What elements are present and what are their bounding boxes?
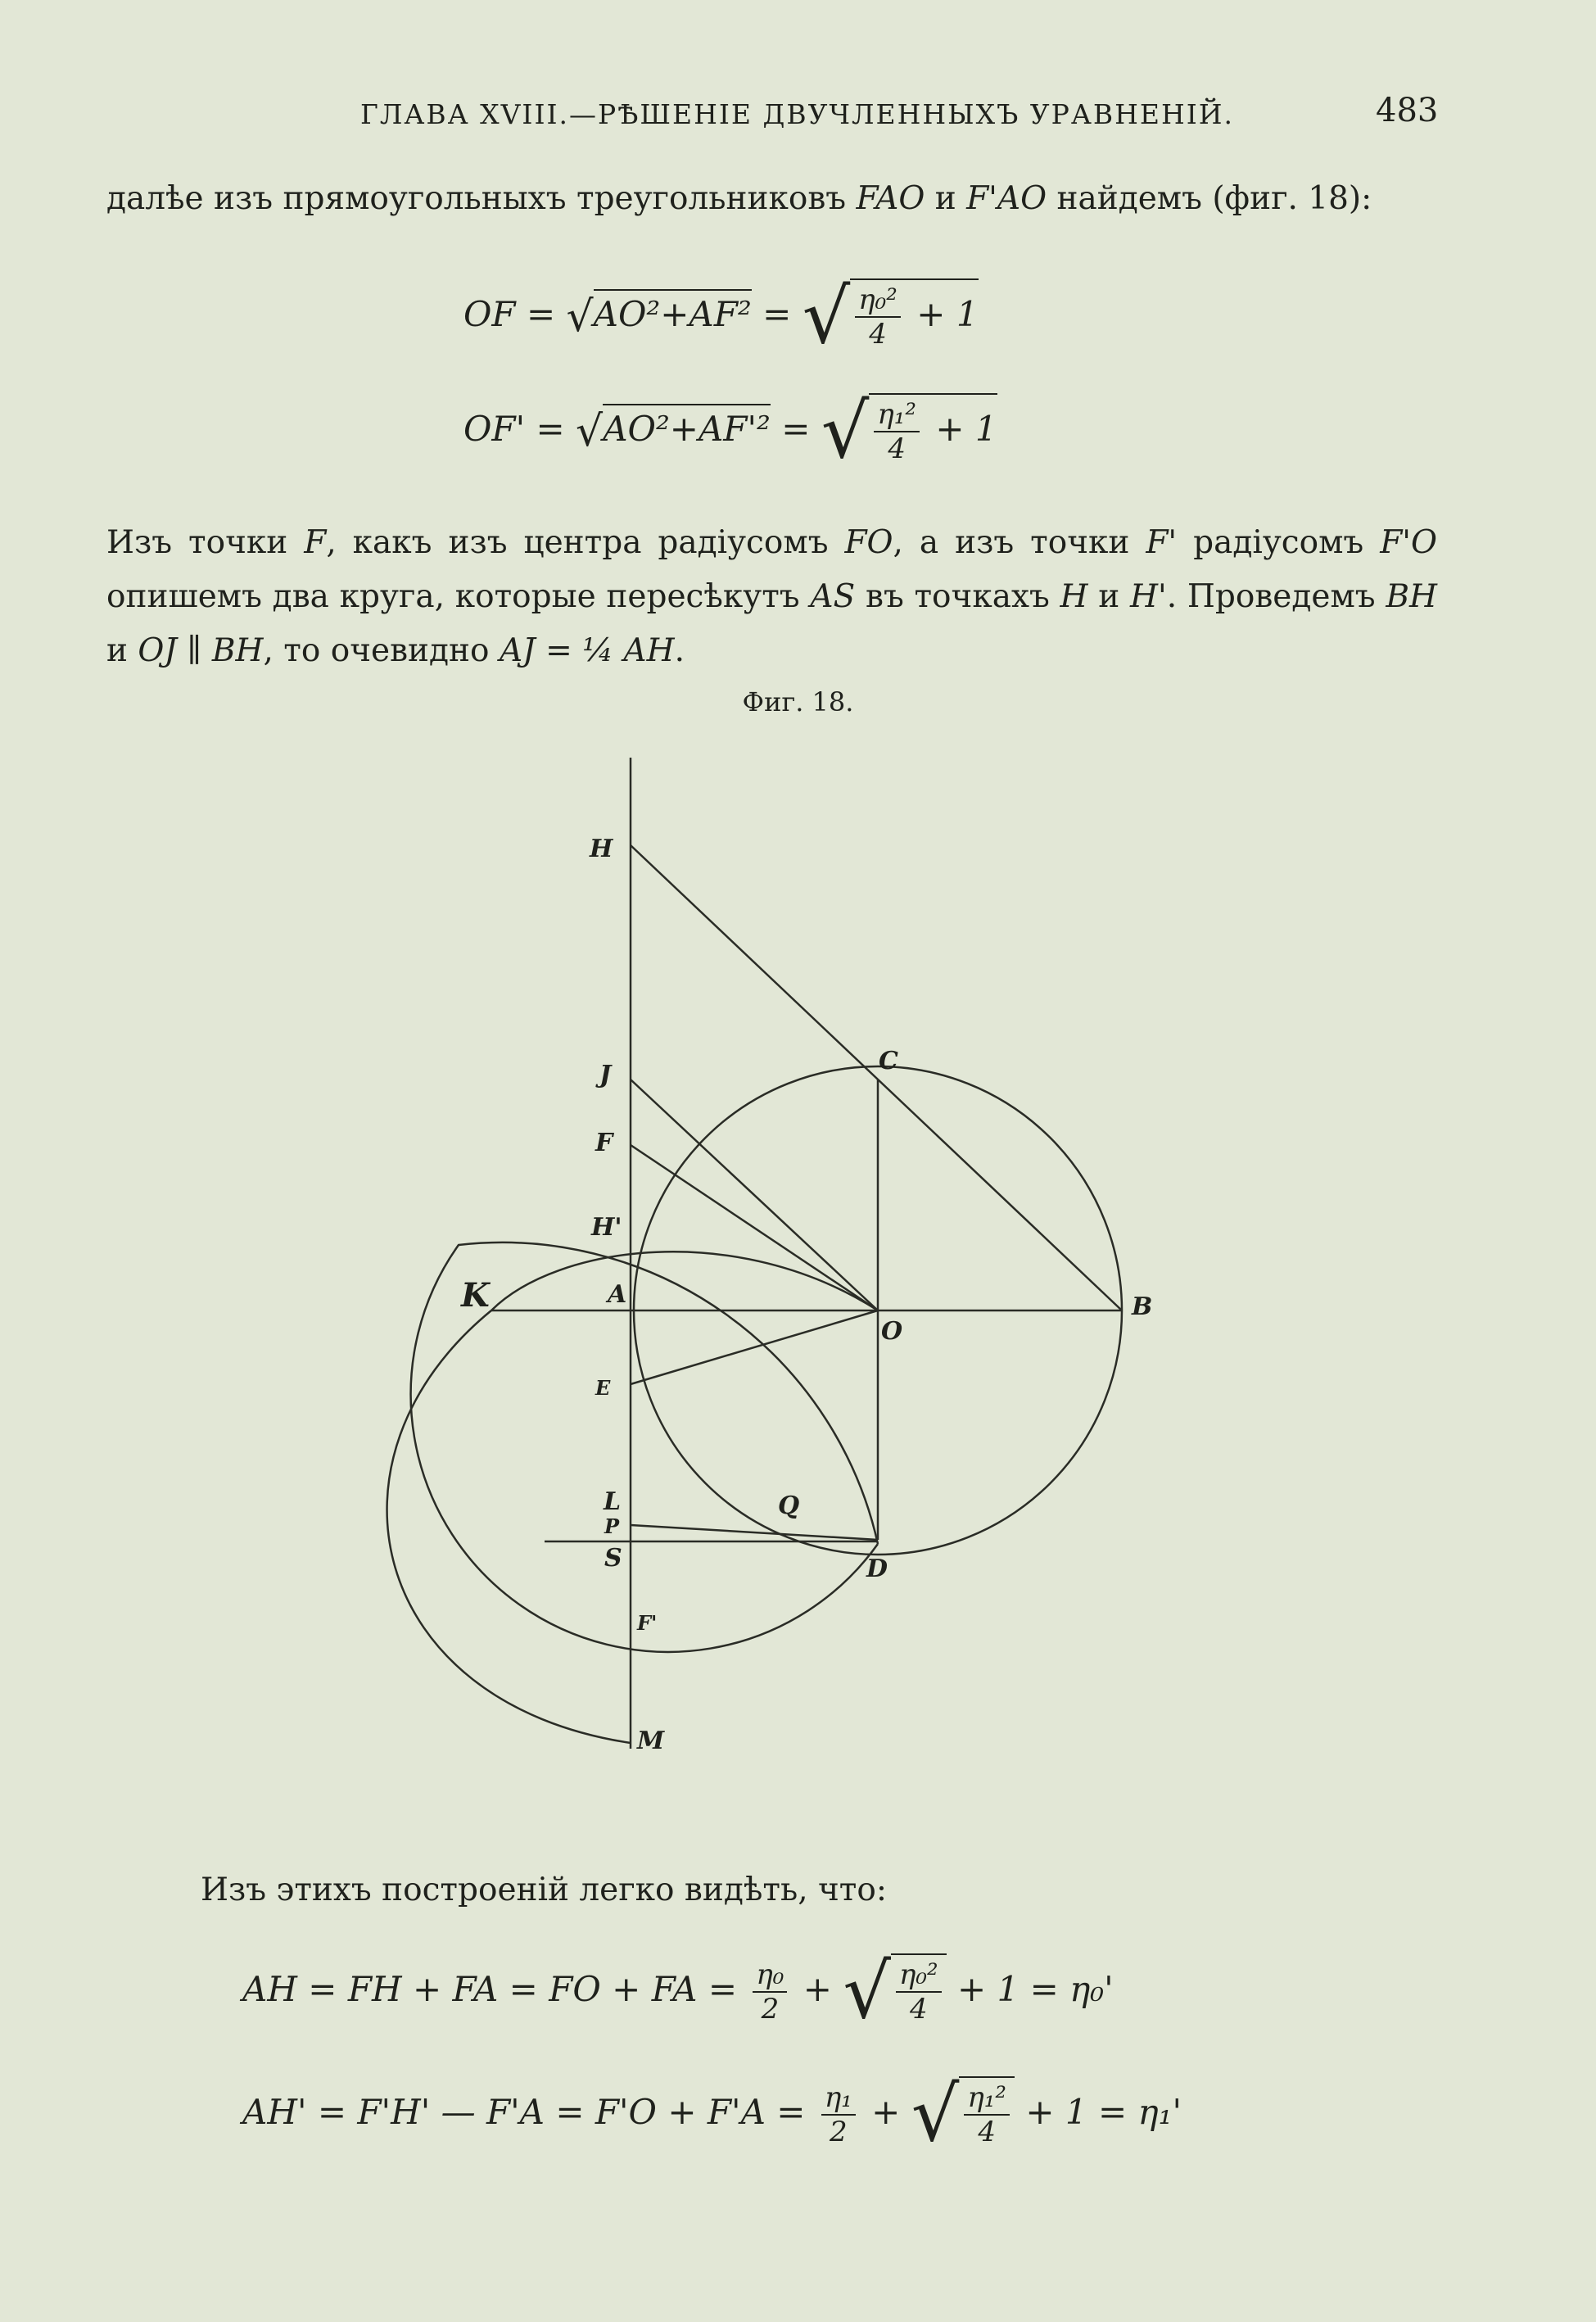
plus-one: + 1 [935, 409, 997, 449]
frac-num: η₁ [821, 2081, 856, 2116]
label-b: B [1132, 1292, 1153, 1321]
radical-icon: √ [576, 407, 604, 456]
formula-lhs: OF [463, 294, 516, 334]
formula-eq: = [526, 294, 556, 334]
label-a: A [608, 1280, 627, 1309]
text: найдемъ (фиг. 18): [1056, 180, 1372, 217]
formula-eq: = [781, 409, 811, 449]
frac-num: η₁² [964, 2081, 1010, 2116]
radical-icon: √ [566, 292, 594, 342]
text: , а изъ точки [893, 524, 1130, 561]
math-hp: H' [1129, 578, 1167, 615]
text: и [934, 180, 956, 217]
formula-lhs: AH' = F'H' — F'A = F'O + F'A = [242, 2092, 806, 2132]
arc-hp [491, 1252, 878, 1310]
frac-den: 4 [978, 2116, 996, 2148]
label-m: M [637, 1727, 665, 1755]
text: и [1098, 578, 1120, 615]
frac-den: 4 [888, 432, 907, 465]
page-number: 483 [1376, 92, 1439, 129]
math-as: AS [810, 578, 856, 615]
math-bh: BH [1386, 578, 1437, 615]
running-head: ГЛАВА XVIII.—РѢШЕНІЕ ДВУЧЛЕННЫХЪ УРАВНЕНІЙ. [360, 98, 1235, 130]
label-l: L [604, 1487, 622, 1516]
label-hp: H' [591, 1213, 622, 1242]
radicand: AO²+AF² [594, 289, 752, 334]
label-o: O [881, 1317, 903, 1346]
text: далѣе изъ прямоугольныхъ треугольниковъ [106, 180, 847, 217]
frac-num: η₀² [855, 283, 901, 318]
line-hb [631, 845, 1122, 1310]
frac-den: 4 [869, 318, 887, 351]
math-fpo: F'O [1380, 524, 1437, 561]
math-oj-parallel-bh: OJ ∥ BH [138, 632, 264, 669]
formula-lhs: AH = FH + FA = FO + FA = [242, 1969, 738, 2009]
label-f: F [595, 1129, 613, 1157]
label-c: C [879, 1047, 898, 1075]
math-aj: AJ = ¼ AH [499, 632, 675, 669]
text: Проведемъ [1187, 578, 1376, 615]
label-d: D [866, 1555, 888, 1583]
formula-ah [242, 1948, 1114, 2035]
label-s: S [604, 1544, 622, 1573]
line-jo [631, 1080, 878, 1310]
label-j: J [599, 1061, 612, 1089]
math-f: F [304, 524, 327, 561]
label-e: E [595, 1376, 611, 1400]
math-h: H [1060, 578, 1088, 615]
text: и [106, 632, 128, 669]
arc-km [387, 1310, 631, 1743]
line-eo [631, 1310, 878, 1384]
line-pd [631, 1525, 878, 1540]
formula-eq: = [536, 409, 565, 449]
math-fp: F' [1146, 524, 1178, 561]
radical-icon: √ [802, 273, 851, 360]
label-k: K [461, 1276, 490, 1315]
text: , то очевидно [263, 632, 490, 669]
radical-icon: √ [821, 387, 870, 475]
figure-caption: Фиг. 18. [742, 686, 854, 717]
line-fo [631, 1145, 878, 1310]
frac-num: η₀² [896, 1958, 942, 1993]
text: въ точкахъ [865, 578, 1050, 615]
text: , какъ изъ центра радіусомъ [326, 524, 829, 561]
label-fp: F' [637, 1611, 658, 1635]
label-p: P [604, 1514, 620, 1538]
frac-num: η₀ [753, 1958, 787, 1993]
frac-den: 2 [761, 1993, 780, 2026]
frac-den: 2 [829, 2116, 848, 2148]
formula-tail: + 1 = η₀' [956, 1969, 1114, 2009]
text: радіусомъ [1193, 524, 1364, 561]
paragraph-conclusion: Изъ этихъ построеній легко видѣть, что: [201, 1872, 887, 1908]
math-fpao: F'AO [966, 180, 1047, 217]
text: Изъ точки [106, 524, 288, 561]
text: . [1166, 578, 1178, 615]
formula-ahp [242, 2071, 1182, 2158]
plus-one: + 1 [916, 294, 979, 334]
formula-tail: + 1 = η₁' [1025, 2092, 1182, 2132]
plus: + [871, 2092, 901, 2132]
label-q: Q [778, 1491, 800, 1520]
radical-icon: √ [911, 2071, 960, 2158]
text: . [674, 632, 685, 669]
label-h: H [590, 835, 613, 863]
frac-num: η₁² [874, 398, 920, 432]
frac-den: 4 [909, 1993, 928, 2026]
text: опишемъ два круга, которые пересѣкутъ [106, 578, 800, 615]
math-fo: FO [844, 524, 893, 561]
radical-icon: √ [843, 1948, 891, 2035]
math-fao: FAO [856, 180, 925, 217]
formula-eq: = [762, 294, 792, 334]
plus: + [803, 1969, 832, 2009]
formula-lhs: OF' [463, 409, 526, 449]
radicand: AO²+AF'² [603, 404, 771, 449]
